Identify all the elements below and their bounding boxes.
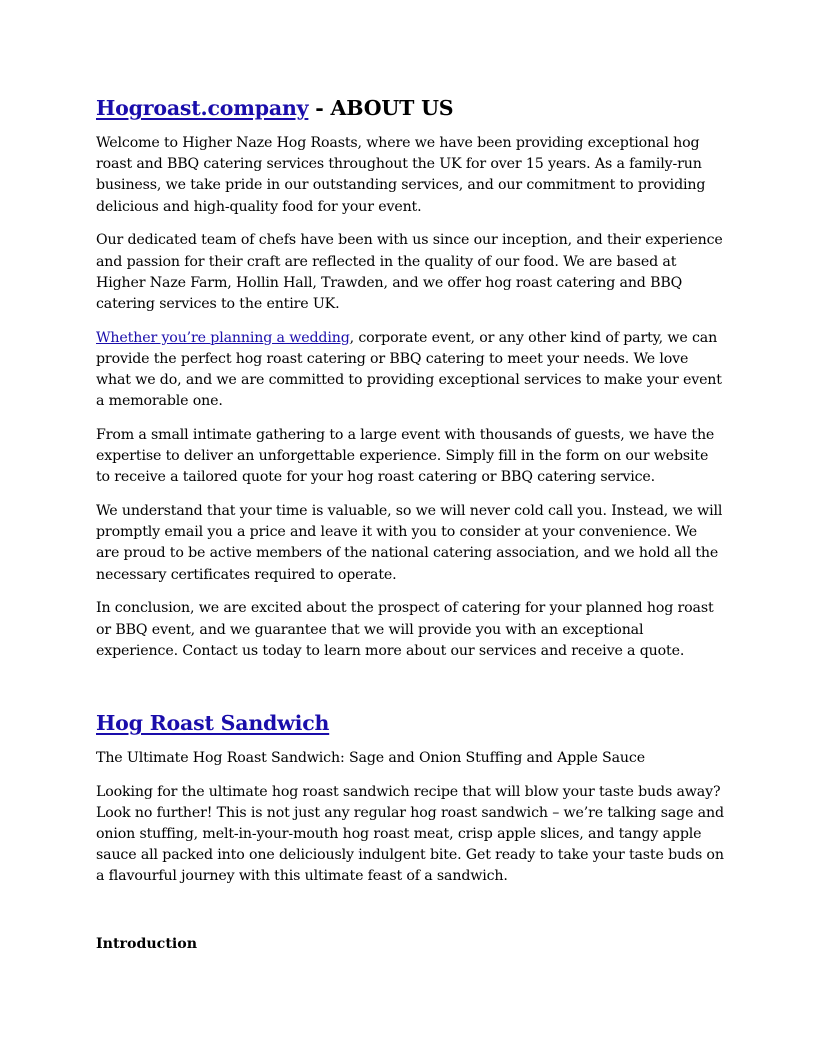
about-paragraph-welcome: Welcome to Higher Naze Hog Roasts, where we have been providing exceptional hog roast and BBQ catering services throughout the UK for over 15 years. As a family-run business, we take pride in our outstanding services, and our commitment to providing delicious and high-quality food for your event. [96,135,706,215]
document-page [96,94,724,955]
sandwich-intro-paragraph: Looking for the ultimate hog roast sandwich recipe that will blow your taste buds away? Look no further! This is not just any regular hog roast sandwich – we’re talking sage and onion stuffing, melt-in-your-mouth hog roast meat, crisp apple slices, and tangy apple sauce all packed into one deliciously indulgent bite. Get ready to take your taste buds on a flavourful journey with this ultimate feast of a sandwich. [96,783,724,885]
wedding-link[interactable]: Whether you’re planning a wedding [96,329,350,346]
about-us-heading-suffix: - ABOUT US [308,96,454,120]
about-paragraph-team: Our dedicated team of chefs have been with us since our inception, and their experience and passion for their craft are reflected in the quality of our food. We are based at Higher Naze Farm, Hollin Hall, Trawden, and we offer hog roast catering and BBQ catering services to the entire UK. [96,232,723,312]
about-paragraph-conclusion: In conclusion, we are excited about the prospect of catering for your planned hog roast or BBQ event, and we guarantee that we will provide you with an exceptional experience. Contact us today to learn more about our services and receive a quote. [96,600,714,659]
hog-roast-sandwich-link[interactable]: Hog Roast Sandwich [96,710,330,735]
hog-roast-sandwich-heading [96,709,724,737]
about-us-heading [96,94,724,122]
about-paragraph-wedding [96,328,724,413]
sandwich-subtitle: The Ultimate Hog Roast Sandwich: Sage and Onion Stuffing and Apple Sauce [96,749,645,766]
wedding-paragraph-text: , corporate event, or any other kind of party, we can provide the perfect hog roast catering or BBQ catering to meet your needs. We love what we do, and we are committed to providing exceptional services to make your event a memorable one. [96,329,722,410]
introduction-heading: Introduction [96,935,198,952]
hogroast-company-link[interactable]: Hogroast.company [96,96,309,120]
about-paragraph-events: From a small intimate gathering to a large event with thousands of guests, we have the expertise to deliver an unforgettable experience. Simply fill in the form on our website to receive a tailored quote for your hog roast catering or BBQ catering service. [96,426,715,486]
about-paragraph-contact: We understand that your time is valuable, so we will never cold call you. Instead, we will promptly email you a price and leave it with you to consider at your convenience. We are proud to be active members of the national catering association, and we hold all the necessary certificates required to operate. [96,503,723,583]
